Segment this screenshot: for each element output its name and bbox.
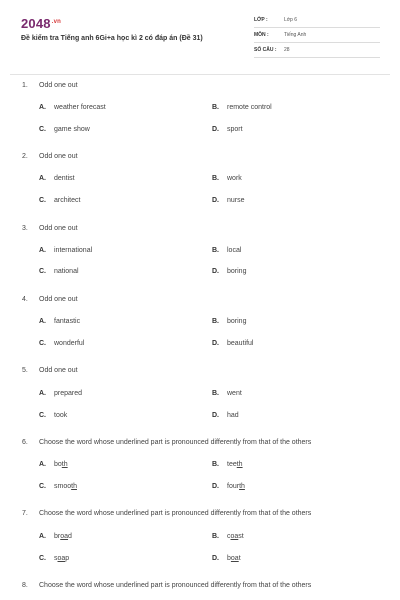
question-4-option-a[interactable] <box>39 318 80 325</box>
option-text: s <box>54 555 58 562</box>
underlined-part: th <box>239 483 245 490</box>
option-text: remote control <box>227 104 272 111</box>
option-text: went <box>227 390 242 397</box>
option-text-tail: p <box>65 555 70 562</box>
option-text: weather forecast <box>54 104 106 111</box>
meta-class <box>254 13 380 28</box>
option-letter: C. <box>39 340 46 347</box>
option-text: dentist <box>54 175 75 182</box>
option-text: had <box>227 412 239 419</box>
page-title: Đề kiểm tra Tiếng anh 6Gi+a học kì 2 có đáp án (Đề 31) <box>21 35 203 42</box>
logo-text: 2048 <box>21 16 51 31</box>
underlined-part: oa <box>230 555 239 562</box>
question-5-option-d[interactable] <box>212 412 239 419</box>
question-3-option-b[interactable] <box>212 247 241 254</box>
option-letter: D. <box>212 412 219 419</box>
question-text: Odd one out <box>39 296 78 303</box>
underlined-part: th <box>236 461 243 468</box>
option-letter: D. <box>212 555 219 562</box>
site-logo[interactable] <box>21 16 61 31</box>
option-letter: C. <box>39 268 46 275</box>
logo-suffix: .vn <box>51 18 62 25</box>
question-2-option-c[interactable] <box>39 197 80 204</box>
option-text: took <box>54 412 68 419</box>
question-4-title <box>22 296 78 303</box>
question-number: 2. <box>22 153 28 160</box>
option-letter: A. <box>39 461 46 468</box>
meta-value: Tiếng Anh <box>284 32 307 38</box>
question-6-option-b[interactable] <box>212 461 243 468</box>
option-letter: D. <box>212 340 219 347</box>
meta-question-count <box>254 43 380 58</box>
option-text: nurse <box>227 197 245 204</box>
option-letter: B. <box>212 247 219 254</box>
question-text: Choose the word whose underlined part is pronounced differently from that of the others <box>39 439 312 446</box>
option-text: bo <box>54 461 62 468</box>
question-1-title <box>22 82 78 89</box>
underlined-part: th <box>71 483 77 490</box>
option-letter: A. <box>39 175 46 182</box>
question-5-title <box>22 367 78 374</box>
underlined-part: oa <box>60 533 69 540</box>
question-3-title <box>22 225 78 232</box>
option-letter: B. <box>212 104 219 111</box>
question-1-option-a[interactable] <box>39 104 106 111</box>
option-text: beautiful <box>227 340 254 347</box>
question-6-title <box>22 439 311 446</box>
option-letter: B. <box>212 533 219 540</box>
question-3-option-d[interactable] <box>212 268 246 275</box>
question-7-title <box>22 510 311 517</box>
question-1-option-c[interactable] <box>39 126 90 133</box>
question-2-option-b[interactable] <box>212 175 242 182</box>
option-letter: C. <box>39 412 46 419</box>
option-text: smoo <box>54 483 72 490</box>
option-text: architect <box>54 197 81 204</box>
option-letter: A. <box>39 104 46 111</box>
meta-subject <box>254 28 380 43</box>
question-3-option-c[interactable] <box>39 268 79 275</box>
meta-key: MÔN : <box>254 32 269 38</box>
question-3-option-a[interactable] <box>39 247 92 254</box>
option-text: b <box>227 555 231 562</box>
question-5-option-a[interactable] <box>39 390 82 397</box>
option-letter: D. <box>212 483 219 490</box>
option-text: br <box>54 533 61 540</box>
question-5-option-c[interactable] <box>39 412 67 419</box>
option-text: four <box>227 483 240 490</box>
option-text: international <box>54 247 93 254</box>
option-text-tail: t <box>238 555 241 562</box>
option-text-tail: st <box>238 533 244 540</box>
meta-key: SỐ CÂU : <box>254 47 277 53</box>
question-7-option-a[interactable] <box>39 533 72 540</box>
document-header <box>0 0 400 74</box>
underlined-part: oa <box>230 533 239 540</box>
option-text: wonderful <box>54 340 85 347</box>
meta-value: 28 <box>284 47 290 53</box>
question-text: Odd one out <box>39 82 78 89</box>
meta-key: LỚP : <box>254 17 268 23</box>
option-letter: D. <box>212 126 219 133</box>
option-text: boring <box>227 268 247 275</box>
option-letter: B. <box>212 175 219 182</box>
question-4-option-b[interactable] <box>212 318 246 325</box>
question-6-option-c[interactable] <box>39 483 77 490</box>
option-text: tee <box>227 461 237 468</box>
option-text: boring <box>227 318 247 325</box>
question-text: Choose the word whose underlined part is pronounced differently from that of the others <box>39 582 312 589</box>
option-letter: A. <box>39 390 46 397</box>
question-4-option-d[interactable] <box>212 340 253 347</box>
option-letter: C. <box>39 555 46 562</box>
option-text-tail: d <box>68 533 72 540</box>
question-number: 3. <box>22 225 28 232</box>
question-6-option-d[interactable] <box>212 483 245 490</box>
question-7-option-d[interactable] <box>212 555 241 562</box>
option-text: fantastic <box>54 318 81 325</box>
question-1-option-b[interactable] <box>212 104 272 111</box>
question-number: 1. <box>22 82 28 89</box>
option-text: game show <box>54 126 90 133</box>
underlined-part: oa <box>57 555 66 562</box>
question-4-option-c[interactable] <box>39 340 84 347</box>
question-number: 6. <box>22 439 28 446</box>
question-2-title <box>22 153 78 160</box>
option-text: prepared <box>54 390 83 397</box>
question-8-title <box>22 582 311 589</box>
option-letter: A. <box>39 318 46 325</box>
option-text: c <box>227 533 231 540</box>
option-letter: D. <box>212 268 219 275</box>
underlined-part: th <box>61 461 68 468</box>
question-text: Choose the word whose underlined part is pronounced differently from that of the others <box>39 510 312 517</box>
meta-value: Lớp 6 <box>284 17 298 23</box>
question-5-option-b[interactable] <box>212 390 242 397</box>
question-text: Odd one out <box>39 153 78 160</box>
option-letter: C. <box>39 126 46 133</box>
header-divider <box>10 74 390 75</box>
question-7-option-b[interactable] <box>212 533 244 540</box>
question-2-option-a[interactable] <box>39 175 75 182</box>
question-number: 4. <box>22 296 28 303</box>
question-7-option-c[interactable] <box>39 555 69 562</box>
question-text: Odd one out <box>39 367 78 374</box>
option-letter: B. <box>212 390 219 397</box>
question-6-option-a[interactable] <box>39 461 68 468</box>
option-letter: B. <box>212 461 219 468</box>
question-1-option-d[interactable] <box>212 126 243 133</box>
option-letter: B. <box>212 318 219 325</box>
option-letter: C. <box>39 483 46 490</box>
question-text: Odd one out <box>39 225 78 232</box>
question-number: 5. <box>22 367 28 374</box>
option-letter: C. <box>39 197 46 204</box>
question-number: 7. <box>22 510 28 517</box>
option-letter: A. <box>39 247 46 254</box>
option-text: local <box>227 247 242 254</box>
option-text: national <box>54 268 79 275</box>
question-number: 8. <box>22 582 28 589</box>
question-2-option-d[interactable] <box>212 197 245 204</box>
option-letter: A. <box>39 533 46 540</box>
option-letter: D. <box>212 197 219 204</box>
option-text: work <box>227 175 242 182</box>
option-text: sport <box>227 126 243 133</box>
